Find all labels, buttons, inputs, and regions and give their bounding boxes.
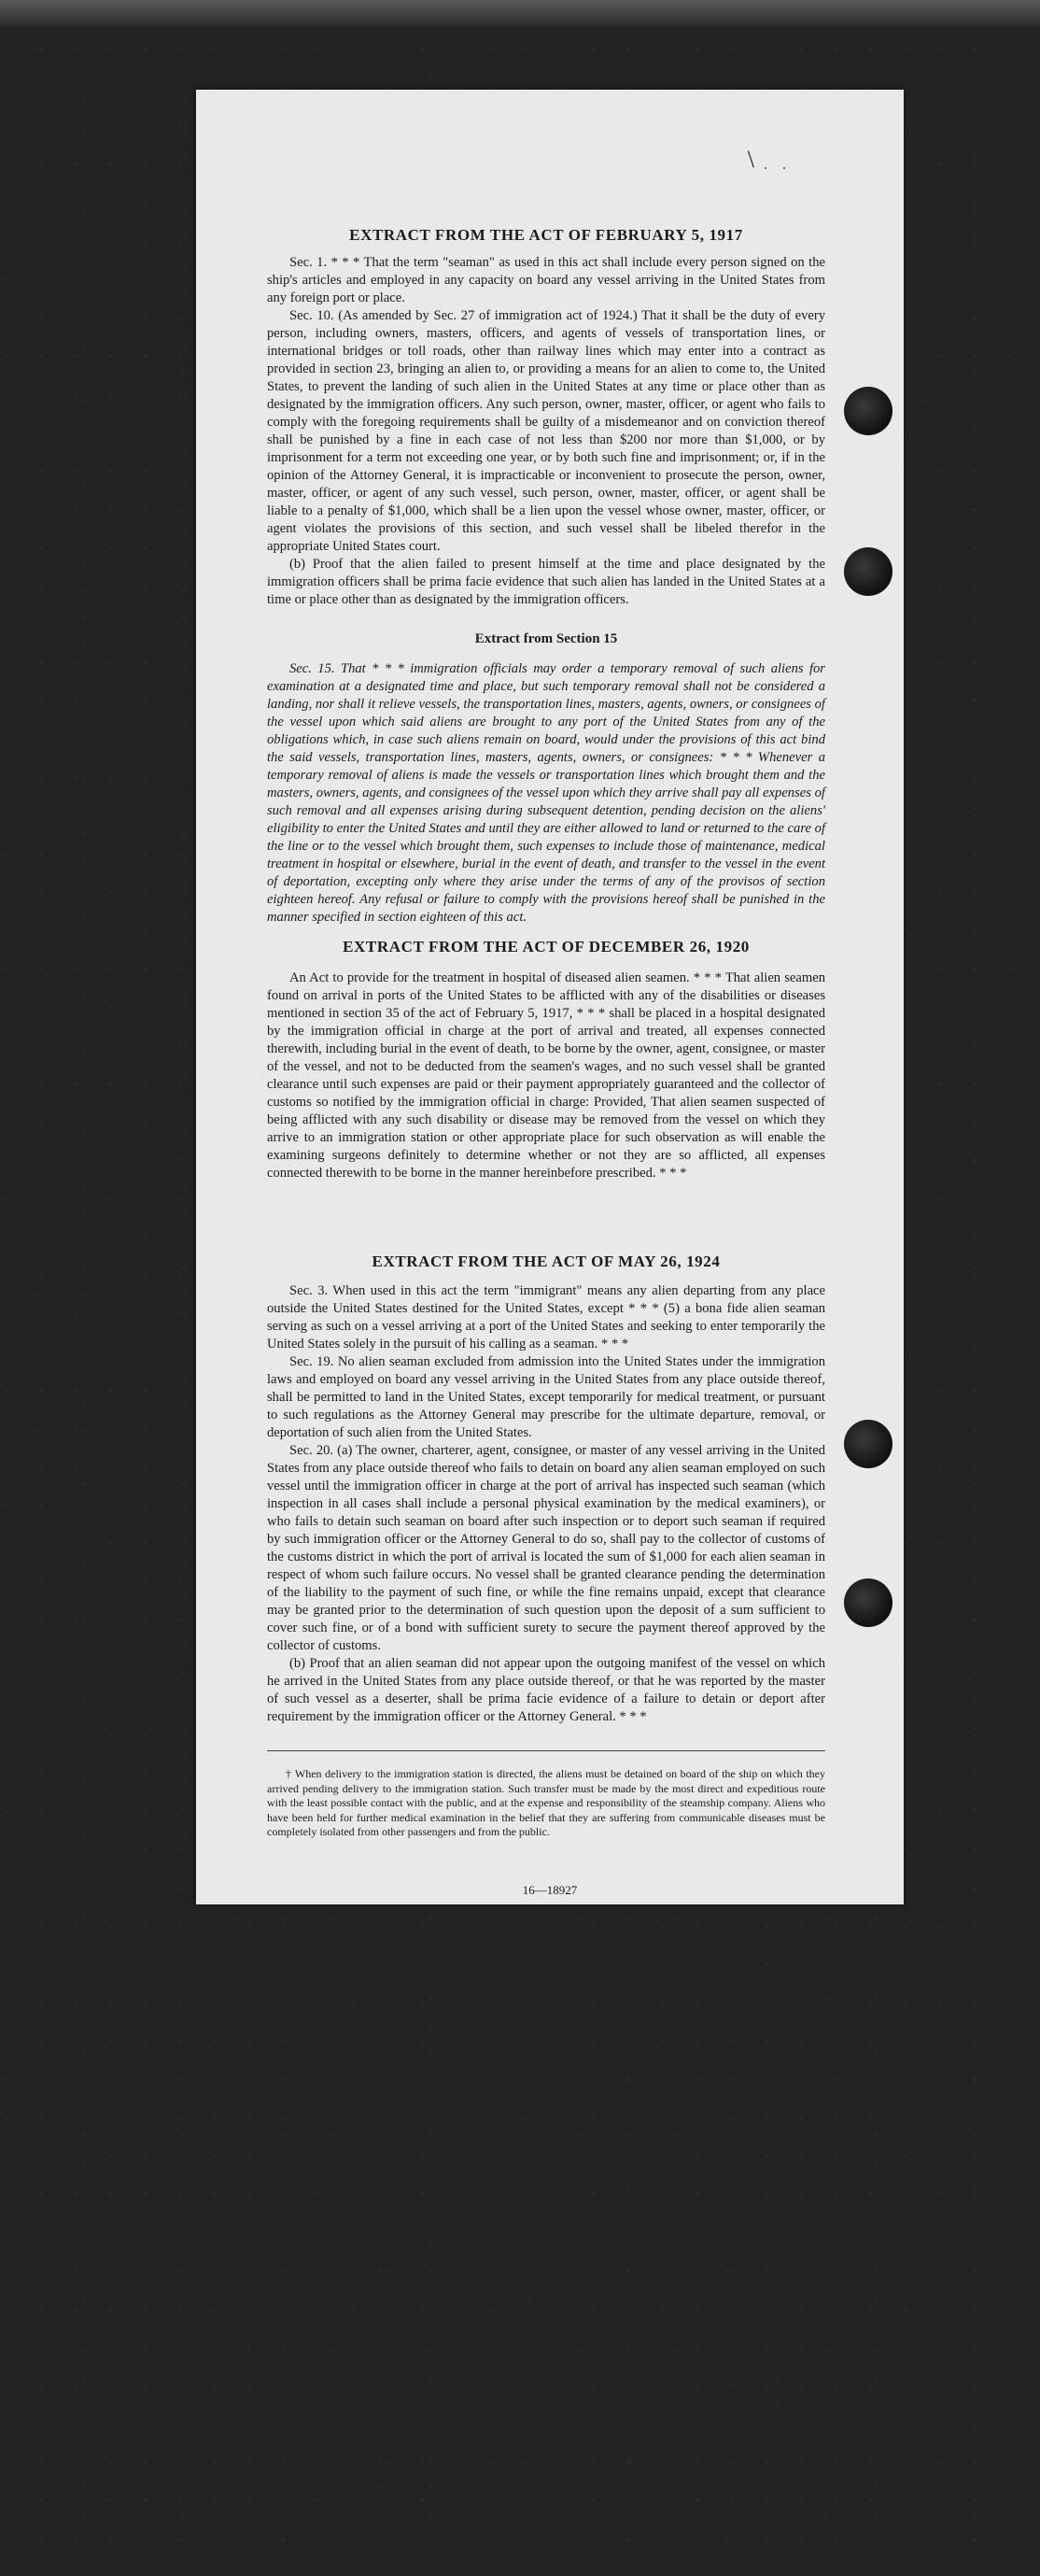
section-subheading: Extract from Section 15	[474, 631, 618, 646]
section-heading: EXTRACT FROM THE ACT OF DECEMBER 26, 1920	[343, 938, 750, 955]
section-heading: EXTRACT FROM THE ACT OF FEBRUARY 5, 1917	[349, 226, 743, 244]
punch-hole	[844, 1420, 892, 1468]
paragraph: An Act to provide for the treatment in hospital of diseased alien seamen. * * * That alien seamen found on arrival in ports of the United States to be afflicted with any of the disabilities or diseases mentioned in section 35 of the act of February 5, 1917, * * * shall be placed in a hospital designated by the immigration official in charge at the port of arrival and treated, all expenses connected therewith, including burial in the event of death, to be borne by the owner, agent, consignee, or master of the vessel, and not to be deducted from the seamen's wages, and no such vessel shall be granted clearance until such expenses are paid or their payment appropriately guaranteed and the collector of customs so notified by the immigration official in charge: Provided, That alien seamen suspected of being afflicted with any such disability or disease may be removed from the vessel on which they arrive to an immigration station or other appropriate place for such observation as will enable the examining surgeons definitely to determine whether or not they are so afflicted, all expenses connected therewith to be borne in the manner hereinbefore prescribed. * * *	[267, 970, 825, 1181]
paragraph: (b) Proof that an alien seaman did not appear upon the outgoing manifest of the vessel on which he arrived in the United States from any place outside thereof, or that he was reported by the master of such vessel as a deserter, shall be prima facie evidence of a failure to detain or deport after requirement by the immigration officer or the Attorney General. * * *	[267, 1656, 825, 1724]
paragraph: (b) Proof that the alien failed to present himself at the time and place designated by the immigration officers shall be prima facie evidence that such alien has landed in the United States at a time or place other than as designated by the immigration officers.	[267, 557, 825, 607]
paragraph: Sec. 20. (a) The owner, charterer, agent, consignee, or master of any vessel arriving in the United States from any place outside thereof who fails to detain on board any alien seaman employed on such vessel until the immigration officer in charge at the port of arrival has inspected such seaman (which inspection in all cases shall include a personal physical examination by the medical examiners), or who fails to detain such seaman on board after such inspection or to deport such seaman if required by such immigration officer or the Attorney General to do so, shall pay to the collector of customs of the customs district in which the port of arrival is located the sum of $1,000 for each alien seaman in respect of whom such failure occurs. No vessel shall be granted clearance pending the determination of the liability to the payment of such fine, or while the fine remains unpaid, except that clearance may be granted prior to the determination of such question upon the deposit of a sum sufficient to cover such fine, or of a bond with sufficient surety to secure the payment thereof approved by the collector of customs.	[267, 1443, 825, 1653]
document-page	[196, 90, 904, 1904]
punch-hole	[844, 387, 892, 435]
punch-hole	[844, 1578, 892, 1627]
footnote: † When delivery to the immigration station is directed, the aliens must be detained on board of the ship on which they arrived pending delivery to the immigration station. Such transfer must be made by the most direct and expeditious route with the least possible contact with the public, and at the expense and responsibility of the steamship company. Aliens who have been held for further medical examination in the belief that they are suffering from communicable diseases must be completely isolated from other passengers and from the public.	[267, 1767, 825, 1838]
section-heading: EXTRACT FROM THE ACT OF MAY 26, 1924	[372, 1253, 721, 1270]
scan-top-edge	[0, 0, 1040, 26]
paragraph: Sec. 1. * * * That the term "seaman" as used in this act shall include every person signed on the ship's articles and employed in any capacity on board any vessel arriving in the United States from any foreign port or place.	[267, 255, 825, 305]
paragraph: Sec. 3. When used in this act the term "immigrant" means any alien departing from any place outside the United States destined for the United States, except * * * (5) a bona fide alien seaman serving as such on a vessel arriving at a port of the United States and seeking to enter temporarily the United States solely in the pursuit of his calling as a seaman. * * *	[267, 1283, 825, 1352]
corner-dots: . .	[764, 157, 792, 173]
paragraph: Sec. 15. That * * * immigration officials may order a temporary removal of such aliens for examination at a designated time and place, but such temporary removal shall not be considered a landing, nor shall it relieve vessels, the transportation lines, masters, agents, owners, or consignees of the vessel upon which said aliens are brought to any port of the United States from any of the obligations which, in case such aliens remain on board, would under the provisions of this act bind the said vessels, transportation lines, masters, agents, owners, or consignees: * * * Whenever a temporary removal of aliens is made the vessels or transportation lines which brought them and the masters, owners, agents, and consignees of the vessel upon which they arrive shall pay all expenses of such removal and all expenses arising during subsequent detention, pending decision on the aliens' eligibility to enter the United States and until they are either allowed to land or returned to the care of the line or to the vessel which brought them, such expenses to include those of maintenance, medical treatment in hospital or elsewhere, burial in the event of death, and transfer to the vessel in the event of deportation, excepting only where they arise under the terms of any of the provisos of section eighteen hereof. Any refusal or failure to comply with the provisions hereof shall be punished in the manner specified in section eighteen of this act.	[267, 661, 825, 925]
section-extract-15	[267, 631, 825, 927]
footnote-divider	[267, 1750, 825, 1751]
section-act-1920	[267, 938, 825, 1182]
section-act-1917	[267, 226, 825, 609]
paragraph: Sec. 19. No alien seaman excluded from admission into the United States under the immigration laws and employed on board any vessel arriving in the United States from any place outside thereof, shall be permitted to land in the United States, except temporarily for medical treatment, or pursuant to such regulations as the Attorney General may prescribe for the ultimate departure, removal, or deportation of such alien from the United States.	[267, 1354, 825, 1440]
punch-hole	[844, 547, 892, 596]
paragraph: Sec. 10. (As amended by Sec. 27 of immigration act of 1924.) That it shall be the duty of every person, including owners, masters, officers, and agents of vessels of transportation lines, or international bridges or toll roads, other than railway lines which may enter into a contract as provided in section 23, bringing an alien to, or providing a means for an alien to come to, the United States, to prevent the landing of such alien in the United States at any time or place other than as designated by the immigration officers. Any such person, owner, master, officer, or agent who fails to comply with the foregoing requirements shall be guilty of a misdemeanor and on conviction thereof shall be punished by a fine in each case of not less than $200 nor more than $1,000, or by imprisonment for a term not exceeding one year, or by both such fine and imprisonment; or, if in the opinion of the Attorney General, it is impracticable or inconvenient to prosecute the person, owner, master, officer, or agent of any such vessel, such person, owner, master, officer, or agent shall be liable to a penalty of $1,000, which shall be a lien upon the vessel whose owner, master, officer, or agent violates the provisions of this section, and such vessel shall be libeled therefor in the appropriate United States court.	[267, 308, 825, 554]
corner-mark: \	[747, 146, 754, 173]
page-number: 16—18927	[522, 1883, 578, 1897]
section-act-1924	[267, 1253, 825, 1726]
